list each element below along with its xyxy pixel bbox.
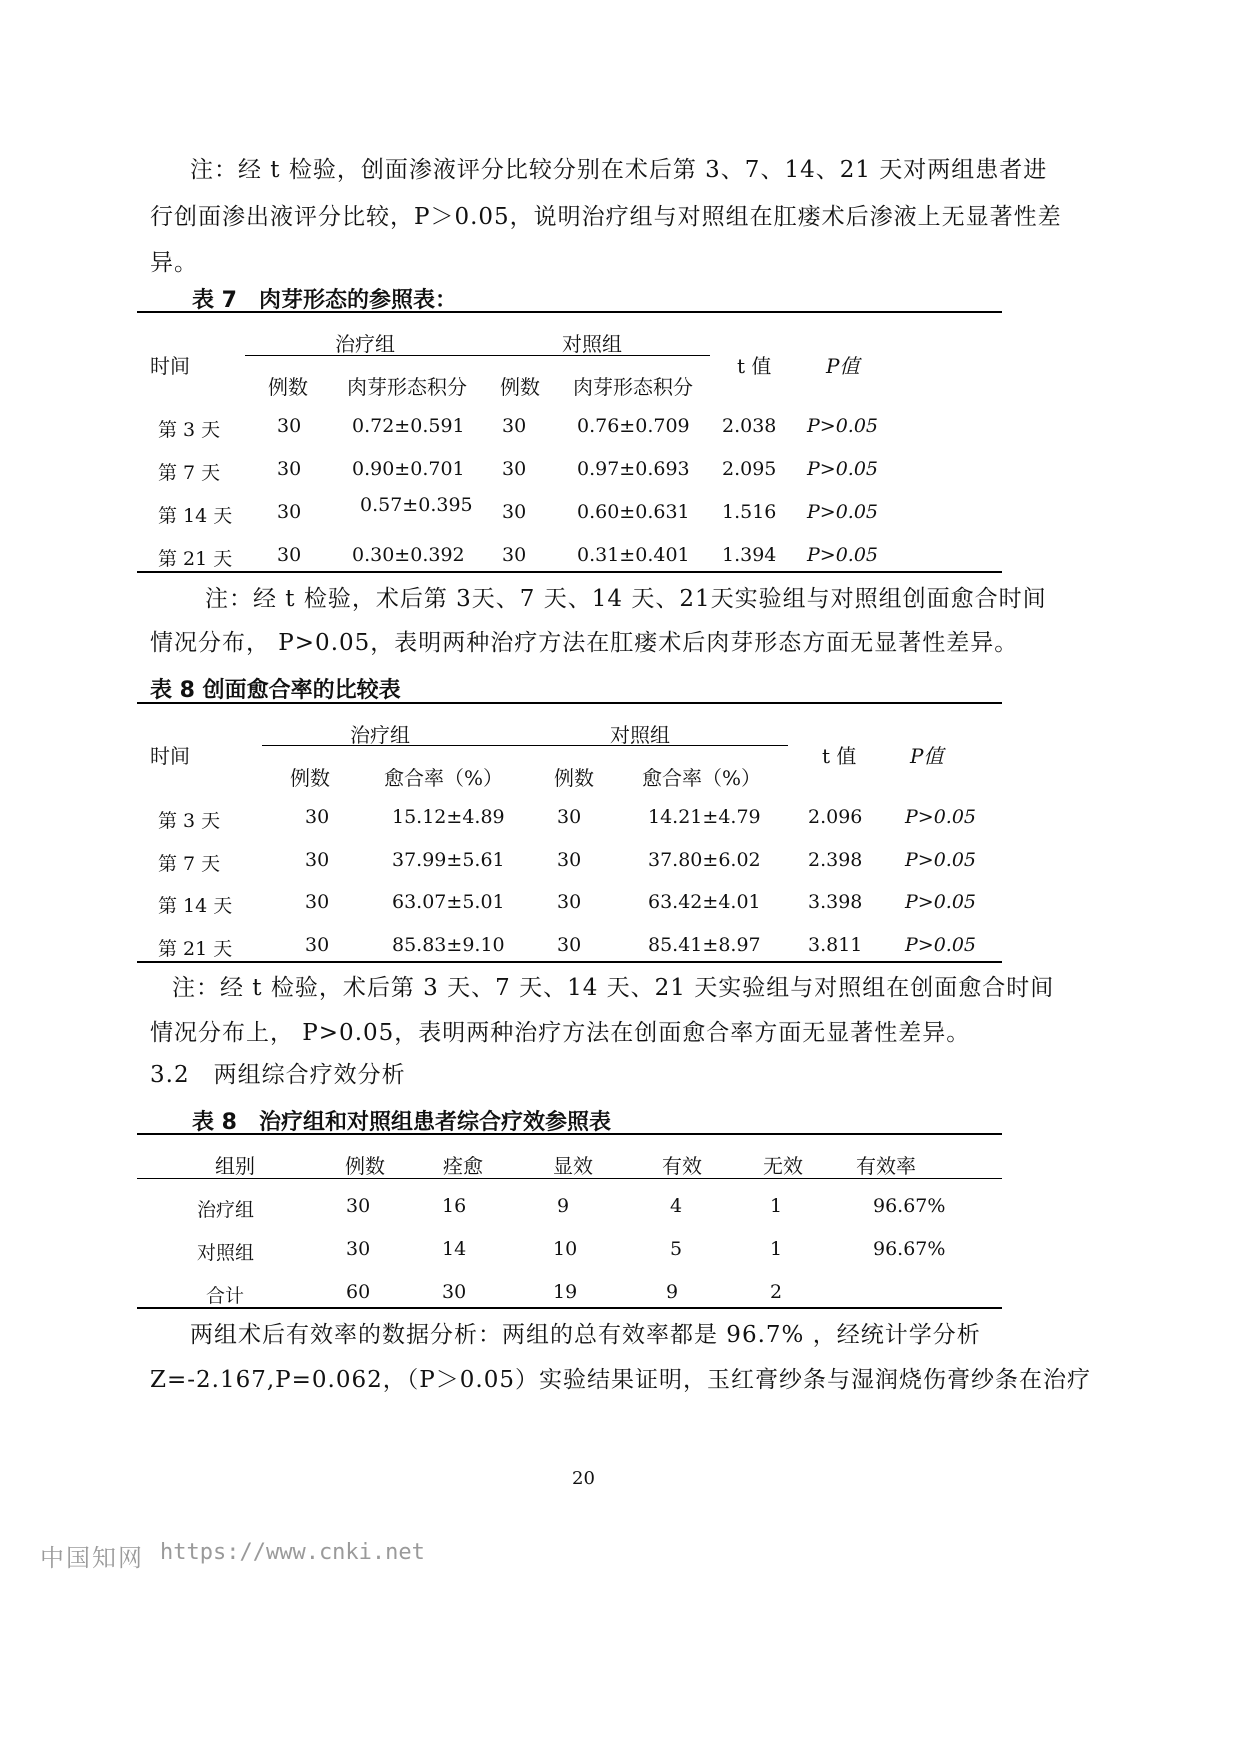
table-8b-cell: 2 bbox=[770, 1281, 783, 1303]
table-8a-v2: 14.21±4.79 bbox=[648, 806, 761, 828]
table-8a-n1: 30 bbox=[305, 934, 330, 956]
table-7-p: P>0.05 bbox=[807, 415, 879, 437]
table-8b-header: 痊愈 bbox=[443, 1154, 483, 1178]
table-8a-v2: 63.42±4.01 bbox=[648, 891, 761, 913]
table-8b-bottom-rule bbox=[137, 1307, 1002, 1309]
note-2-line-2: 情况分布， P>0.05，表明两种治疗方法在肛瘘术后肉芽形态方面无显著性差异。 bbox=[150, 630, 1019, 656]
note-3-line-2: 情况分布上， P>0.05，表明两种治疗方法在创面愈合率方面无显著性差异。 bbox=[150, 1020, 971, 1046]
table-7-v2: 0.76±0.709 bbox=[577, 415, 690, 437]
note-1-line-3: 异。 bbox=[150, 250, 198, 276]
table-7-t: 2.038 bbox=[722, 415, 777, 437]
table-8b-top-rule bbox=[137, 1133, 1002, 1135]
table-8a-time: 第 3 天 bbox=[158, 810, 221, 832]
table-7-t: 1.394 bbox=[722, 544, 777, 566]
table-8a-v1: 15.12±4.89 bbox=[392, 806, 505, 828]
table-7-v2: 0.31±0.401 bbox=[577, 544, 690, 566]
table-8b-header: 无效 bbox=[763, 1154, 803, 1178]
table-8b-header: 组别 bbox=[215, 1154, 255, 1178]
table-8b-cell: 16 bbox=[442, 1195, 467, 1217]
conclusion-line-1: 两组术后有效率的数据分析：两组的总有效率都是 96.7% ，经统计学分析 bbox=[190, 1322, 981, 1348]
page-number: 20 bbox=[572, 1468, 595, 1489]
table-8a-n2: 30 bbox=[557, 891, 582, 913]
table-8a-caption: 表 8 创面愈合率的比较表 bbox=[150, 678, 401, 703]
table-8a-t: 2.398 bbox=[808, 849, 863, 871]
table-7-n2: 30 bbox=[502, 544, 527, 566]
table-8a-n1: 30 bbox=[305, 806, 330, 828]
table-7-count-header-2: 例数 bbox=[500, 375, 540, 399]
table-7-time: 第 3 天 bbox=[158, 419, 221, 441]
table-8b-caption: 表 8 治疗组和对照组患者综合疗效参照表 bbox=[192, 1110, 611, 1135]
table-7-t: 1.516 bbox=[722, 501, 777, 523]
table-8b-cell: 30 bbox=[346, 1195, 371, 1217]
note-1-line-1: 注：经 t 检验，创面渗液评分比较分别在术后第 3、7、14、21 天对两组患者进 bbox=[190, 157, 1048, 183]
table-7-group2-header: 对照组 bbox=[562, 332, 622, 356]
table-7-count-header-1: 例数 bbox=[268, 375, 308, 399]
table-7-time: 第 21 天 bbox=[158, 548, 233, 570]
table-7-p: P>0.05 bbox=[807, 544, 879, 566]
table-7-t-header: t 值 bbox=[737, 354, 772, 378]
table-8a-v1: 63.07±5.01 bbox=[392, 891, 505, 913]
table-8a-v2: 85.41±8.97 bbox=[648, 934, 761, 956]
table-8a-value-header-2: 愈合率（%） bbox=[642, 766, 762, 790]
table-7-n1: 30 bbox=[277, 544, 302, 566]
cnki-url[interactable]: https://www.cnki.net bbox=[160, 1540, 425, 1565]
table-8b-cell: 96.67% bbox=[873, 1238, 946, 1260]
table-7-caption: 表 7 肉芽形态的参照表： bbox=[192, 288, 457, 313]
table-7-n2: 30 bbox=[502, 415, 527, 437]
table-8b-cell: 60 bbox=[346, 1281, 371, 1303]
table-7-time: 第 7 天 bbox=[158, 462, 221, 484]
table-7-v1: 0.57±0.395 bbox=[360, 494, 473, 516]
table-8a-p: P>0.05 bbox=[905, 806, 977, 828]
conclusion-line-2: Z=-2.167,P=0.062，（P＞0.05）实验结果证明，玉红膏纱条与湿润烧伤膏纱条在治疗 bbox=[150, 1367, 1091, 1393]
table-8a-n2: 30 bbox=[557, 849, 582, 871]
table-8a-bottom-rule bbox=[137, 961, 1002, 963]
table-7-v2: 0.60±0.631 bbox=[577, 501, 690, 523]
table-8a-n2: 30 bbox=[557, 934, 582, 956]
table-8b-cell: 14 bbox=[442, 1238, 467, 1260]
table-8b-cell: 治疗组 bbox=[197, 1199, 255, 1221]
table-8a-p: P>0.05 bbox=[905, 849, 977, 871]
table-7-value-header-2: 肉芽形态积分 bbox=[573, 375, 693, 399]
table-7-group1-header: 治疗组 bbox=[335, 332, 395, 356]
table-7-t: 2.095 bbox=[722, 458, 777, 480]
table-8b-cell: 5 bbox=[670, 1238, 683, 1260]
table-7-p: P>0.05 bbox=[807, 458, 879, 480]
table-7-group-rule bbox=[245, 355, 710, 356]
table-8b-cell: 4 bbox=[670, 1195, 683, 1217]
table-8b-cell: 1 bbox=[770, 1238, 783, 1260]
table-7-top-rule bbox=[137, 311, 1002, 313]
table-8b-cell: 1 bbox=[770, 1195, 783, 1217]
table-8b-header: 有效 bbox=[662, 1154, 702, 1178]
table-8a-n2: 30 bbox=[557, 806, 582, 828]
cnki-logo: 中国知网 bbox=[40, 1544, 144, 1572]
table-8b-cell: 30 bbox=[346, 1238, 371, 1260]
table-8a-t: 2.096 bbox=[808, 806, 863, 828]
table-8a-time: 第 7 天 bbox=[158, 853, 221, 875]
table-8a-v1: 85.83±9.10 bbox=[392, 934, 505, 956]
table-8a-group1-header: 治疗组 bbox=[350, 723, 410, 747]
table-8a-n1: 30 bbox=[305, 891, 330, 913]
table-8b-cell: 9 bbox=[557, 1195, 570, 1217]
section-heading: 3.2 两组综合疗效分析 bbox=[150, 1062, 406, 1088]
table-8a-p: P>0.05 bbox=[905, 891, 977, 913]
table-8a-top-rule bbox=[137, 702, 1002, 704]
note-3-line-1: 注：经 t 检验，术后第 3 天、7 天、14 天、21 天实验组与对照组在创面愈合时间 bbox=[172, 975, 1055, 1001]
table-8b-cell: 合计 bbox=[206, 1285, 245, 1307]
table-7-v2: 0.97±0.693 bbox=[577, 458, 690, 480]
table-7-v1: 0.72±0.591 bbox=[352, 415, 465, 437]
table-8a-time: 第 14 天 bbox=[158, 895, 233, 917]
table-8a-count-header-2: 例数 bbox=[554, 766, 594, 790]
table-7-v1: 0.30±0.392 bbox=[352, 544, 465, 566]
table-8a-p-header: P值 bbox=[910, 744, 944, 768]
table-8a-group2-header: 对照组 bbox=[610, 723, 670, 747]
table-7-n1: 30 bbox=[277, 458, 302, 480]
table-8b-cell: 96.67% bbox=[873, 1195, 946, 1217]
table-8b-cell: 10 bbox=[553, 1238, 578, 1260]
table-7-bottom-rule bbox=[137, 571, 1002, 573]
table-8b-cell: 30 bbox=[442, 1281, 467, 1303]
table-8b-cell: 19 bbox=[553, 1281, 578, 1303]
table-8a-value-header-1: 愈合率（%） bbox=[384, 766, 504, 790]
table-8a-v2: 37.80±6.02 bbox=[648, 849, 761, 871]
table-8b-cell: 9 bbox=[666, 1281, 679, 1303]
table-7-n1: 30 bbox=[277, 501, 302, 523]
table-8a-v1: 37.99±5.61 bbox=[392, 849, 505, 871]
table-8b-header-rule bbox=[137, 1178, 1002, 1179]
table-8b-header: 例数 bbox=[345, 1154, 385, 1178]
table-7-n2: 30 bbox=[502, 458, 527, 480]
table-8b-cell: 对照组 bbox=[197, 1242, 255, 1264]
table-8a-group-rule bbox=[262, 745, 788, 746]
table-8a-time: 第 21 天 bbox=[158, 938, 233, 960]
table-7-p-header: P值 bbox=[826, 354, 860, 378]
table-7-value-header-1: 肉芽形态积分 bbox=[347, 375, 467, 399]
table-7-time-header: 时间 bbox=[150, 354, 190, 378]
table-8a-count-header-1: 例数 bbox=[290, 766, 330, 790]
table-7-p: P>0.05 bbox=[807, 501, 879, 523]
table-8a-t-header: t 值 bbox=[822, 744, 857, 768]
table-8a-n1: 30 bbox=[305, 849, 330, 871]
note-2-line-1: 注：经 t 检验，术后第 3天、7 天、14 天、21天实验组与对照组创面愈合时间 bbox=[205, 586, 1047, 612]
table-8a-t: 3.811 bbox=[808, 934, 863, 956]
table-8a-time-header: 时间 bbox=[150, 744, 190, 768]
table-8a-t: 3.398 bbox=[808, 891, 863, 913]
table-8b-header: 有效率 bbox=[856, 1154, 916, 1178]
table-8a-p: P>0.05 bbox=[905, 934, 977, 956]
table-7-time: 第 14 天 bbox=[158, 505, 233, 527]
note-1-line-2: 行创面渗出液评分比较，P＞0.05，说明治疗组与对照组在肛瘘术后渗液上无显著性差 bbox=[150, 204, 1062, 230]
table-8b-header: 显效 bbox=[553, 1154, 593, 1178]
table-7-n1: 30 bbox=[277, 415, 302, 437]
table-7-n2: 30 bbox=[502, 501, 527, 523]
table-7-v1: 0.90±0.701 bbox=[352, 458, 465, 480]
